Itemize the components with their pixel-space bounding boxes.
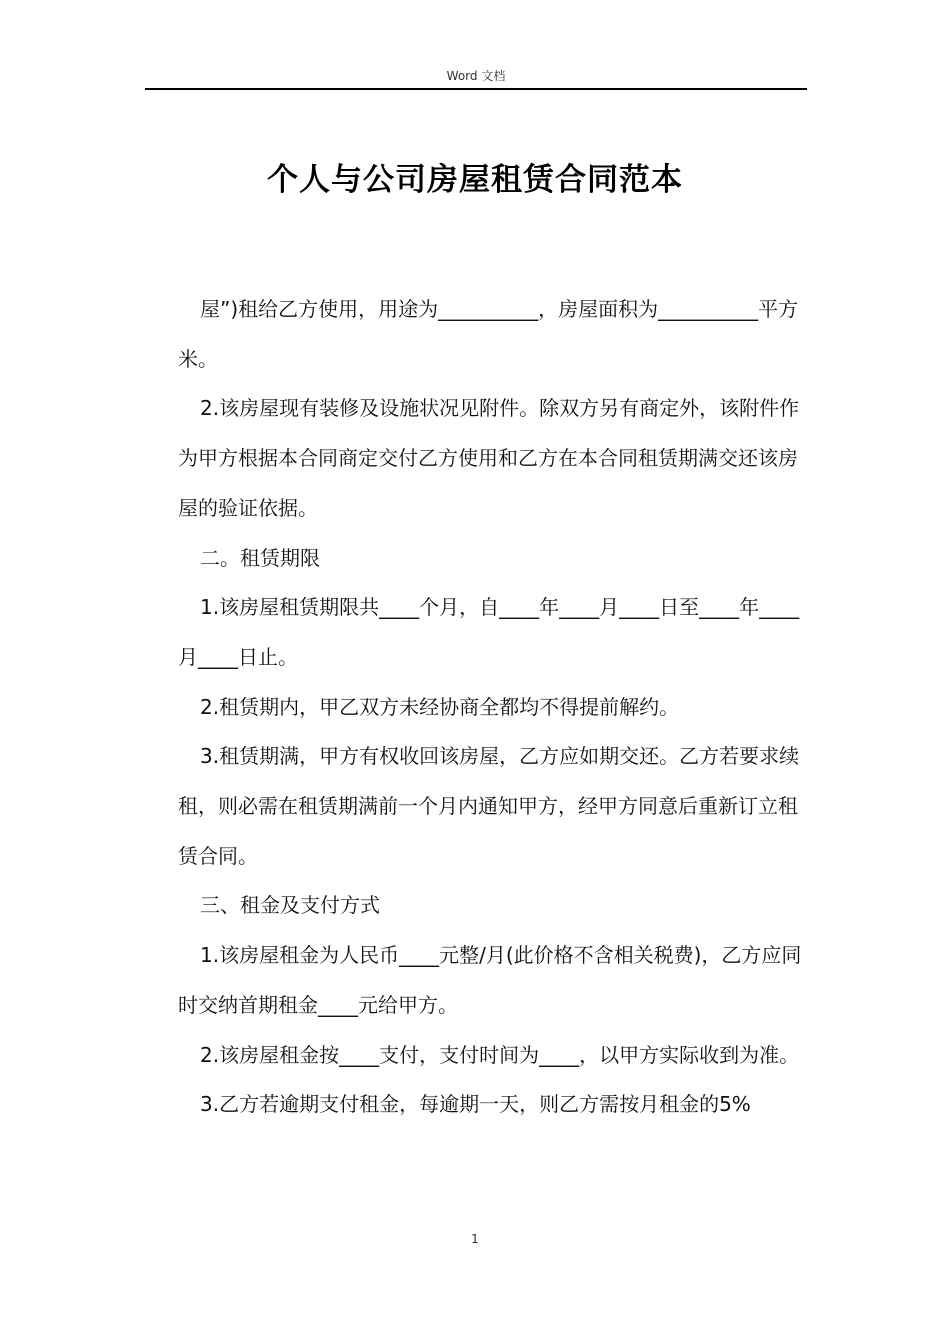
document-body [178, 285, 802, 1130]
document-title: 个人与公司房屋租赁合同范本 [267, 162, 683, 198]
paragraph-2: 2.该房屋现有装修及设施状况见附件。除双方另有商定外，该附件作为甲方根据本合同商定交付乙方使用和乙方在本合同租赁期满交还该房屋的验证依据。 [178, 396, 800, 520]
paragraph-1: 屋”)租给乙方使用，用途为__________，房屋面积为__________平方米。 [178, 297, 799, 371]
paragraph-8: 1.该房屋租金为人民币____元整/月(此价格不含相关税费)，乙方应同时交纳首期租金____元给甲方。 [178, 943, 802, 1017]
paragraph-4: 1.该房屋租赁期限共____个月，自____年____月____日至____年____月____日止。 [178, 595, 800, 669]
page-header [145, 66, 807, 90]
section-heading-lease-term: 二。租赁期限 [200, 545, 320, 570]
paragraph-5: 2.租赁期内，甲乙双方未经协商全都均不得提前解约。 [200, 694, 680, 719]
paragraph-10: 3.乙方若逾期支付租金，每逾期一天，则乙方需按月租金的5% [200, 1092, 751, 1117]
page-number: 1 [471, 1232, 479, 1246]
paragraph-6: 3.租赁期满，甲方有权收回该房屋，乙方应如期交还。乙方若要求续租，则必需在租赁期满前一个月内通知甲方，经甲方同意后重新订立租赁合同。 [178, 744, 800, 868]
paragraph-9: 2.该房屋租金按____支付，支付时间为____，以甲方实际收到为准。 [200, 1042, 800, 1067]
header-text: Word 文档 [446, 69, 506, 83]
section-heading-rent-payment: 三、租金及支付方式 [200, 893, 380, 918]
